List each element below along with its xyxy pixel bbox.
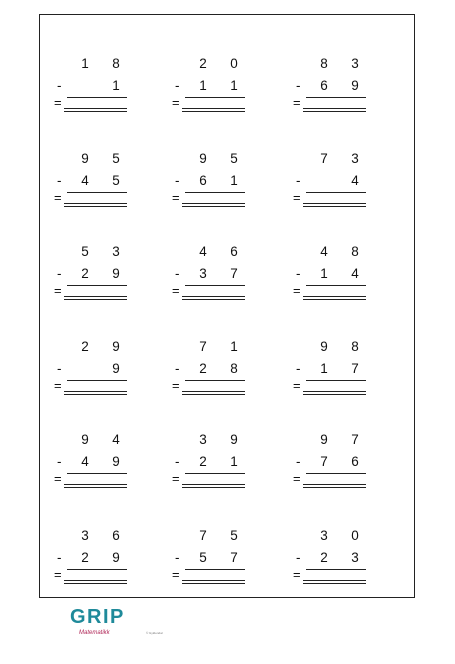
minus-sign: - bbox=[296, 361, 301, 376]
minuend-tens: 9 bbox=[199, 151, 207, 166]
subtraction-line bbox=[306, 285, 366, 286]
problem-12 bbox=[293, 339, 376, 407]
problem-14 bbox=[172, 432, 255, 500]
minus-sign: - bbox=[175, 78, 180, 93]
equals-sign: = bbox=[293, 95, 301, 110]
minuend-tens: 5 bbox=[81, 244, 89, 259]
subtrahend-tens: 5 bbox=[199, 550, 207, 565]
subtrahend-ones: 9 bbox=[112, 266, 120, 281]
answer-line[interactable] bbox=[182, 484, 245, 488]
subtrahend-tens: 2 bbox=[199, 361, 207, 376]
minuend-tens: 9 bbox=[320, 339, 328, 354]
equals-sign: = bbox=[293, 283, 301, 298]
equals-sign: = bbox=[172, 283, 180, 298]
subtrahend-ones: 1 bbox=[230, 78, 238, 93]
problem-9 bbox=[293, 244, 376, 312]
logo-wordmark: GRIP bbox=[70, 606, 125, 628]
answer-line[interactable] bbox=[182, 203, 245, 207]
logo-subtitle: Matematikk bbox=[79, 630, 110, 636]
minuend-ones: 8 bbox=[351, 339, 359, 354]
problem-11 bbox=[172, 339, 255, 407]
equals-sign: = bbox=[172, 190, 180, 205]
minus-sign: - bbox=[57, 78, 62, 93]
minus-sign: - bbox=[175, 454, 180, 469]
answer-line[interactable] bbox=[182, 296, 245, 300]
answer-line[interactable] bbox=[182, 580, 245, 584]
equals-sign: = bbox=[54, 378, 62, 393]
minus-sign: - bbox=[57, 173, 62, 188]
problem-15 bbox=[293, 432, 376, 500]
minuend-tens: 2 bbox=[199, 56, 207, 71]
publisher-small-print: © Gyldendal bbox=[146, 631, 163, 635]
answer-line[interactable] bbox=[303, 484, 366, 488]
subtraction-line bbox=[306, 380, 366, 381]
minuend-tens: 3 bbox=[320, 528, 328, 543]
subtraction-line bbox=[67, 380, 127, 381]
subtrahend-ones: 4 bbox=[351, 266, 359, 281]
answer-line[interactable] bbox=[303, 296, 366, 300]
subtrahend-ones: 9 bbox=[112, 454, 120, 469]
minus-sign: - bbox=[296, 550, 301, 565]
minus-sign: - bbox=[296, 266, 301, 281]
problem-2 bbox=[172, 56, 255, 124]
subtraction-line bbox=[67, 285, 127, 286]
subtraction-line bbox=[67, 192, 127, 193]
subtraction-line bbox=[67, 569, 127, 570]
equals-sign: = bbox=[293, 190, 301, 205]
problem-5 bbox=[172, 151, 255, 219]
subtraction-line bbox=[306, 569, 366, 570]
subtrahend-tens: 3 bbox=[199, 266, 207, 281]
minuend-tens: 3 bbox=[199, 432, 207, 447]
problem-1 bbox=[54, 56, 137, 124]
minuend-tens: 8 bbox=[320, 56, 328, 71]
subtraction-line bbox=[185, 192, 245, 193]
subtrahend-ones: 7 bbox=[351, 361, 359, 376]
problem-13 bbox=[54, 432, 137, 500]
equals-sign: = bbox=[54, 283, 62, 298]
minuend-ones: 3 bbox=[112, 244, 120, 259]
equals-sign: = bbox=[172, 471, 180, 486]
problem-17 bbox=[172, 528, 255, 596]
subtrahend-tens: 2 bbox=[81, 550, 89, 565]
minuend-ones: 3 bbox=[351, 151, 359, 166]
equals-sign: = bbox=[54, 95, 62, 110]
minuend-tens: 4 bbox=[199, 244, 207, 259]
subtrahend-ones: 5 bbox=[112, 173, 120, 188]
equals-sign: = bbox=[172, 95, 180, 110]
minus-sign: - bbox=[175, 361, 180, 376]
subtrahend-ones: 6 bbox=[351, 454, 359, 469]
subtraction-line bbox=[306, 97, 366, 98]
answer-line[interactable] bbox=[64, 484, 127, 488]
minuend-ones: 6 bbox=[230, 244, 238, 259]
equals-sign: = bbox=[172, 567, 180, 582]
subtraction-line bbox=[185, 285, 245, 286]
equals-sign: = bbox=[293, 378, 301, 393]
grip-logo bbox=[70, 606, 140, 646]
minus-sign: - bbox=[296, 173, 301, 188]
answer-line[interactable] bbox=[182, 108, 245, 112]
minuend-ones: 7 bbox=[351, 432, 359, 447]
problem-4 bbox=[54, 151, 137, 219]
minuend-ones: 0 bbox=[351, 528, 359, 543]
minuend-ones: 5 bbox=[112, 151, 120, 166]
subtrahend-tens: 4 bbox=[81, 173, 89, 188]
subtrahend-tens: 2 bbox=[199, 454, 207, 469]
subtrahend-tens: 2 bbox=[81, 266, 89, 281]
minuend-tens: 4 bbox=[320, 244, 328, 259]
minuend-tens: 3 bbox=[81, 528, 89, 543]
subtrahend-ones: 1 bbox=[230, 173, 238, 188]
minuend-ones: 8 bbox=[351, 244, 359, 259]
subtraction-line bbox=[306, 473, 366, 474]
subtrahend-tens: 1 bbox=[199, 78, 207, 93]
answer-line[interactable] bbox=[303, 108, 366, 112]
equals-sign: = bbox=[293, 471, 301, 486]
minuend-tens: 7 bbox=[199, 339, 207, 354]
minuend-tens: 7 bbox=[199, 528, 207, 543]
subtraction-line bbox=[185, 380, 245, 381]
answer-line[interactable] bbox=[64, 203, 127, 207]
subtrahend-ones: 8 bbox=[230, 361, 238, 376]
minus-sign: - bbox=[175, 550, 180, 565]
minus-sign: - bbox=[57, 361, 62, 376]
answer-line[interactable] bbox=[182, 391, 245, 395]
minuend-tens: 9 bbox=[320, 432, 328, 447]
answer-line[interactable] bbox=[64, 580, 127, 584]
subtrahend-ones: 3 bbox=[351, 550, 359, 565]
subtrahend-tens: 1 bbox=[320, 266, 328, 281]
minuend-ones: 9 bbox=[230, 432, 238, 447]
answer-line[interactable] bbox=[64, 108, 127, 112]
subtrahend-ones: 9 bbox=[351, 78, 359, 93]
subtrahend-tens: 1 bbox=[320, 361, 328, 376]
minus-sign: - bbox=[57, 454, 62, 469]
minuend-ones: 1 bbox=[230, 339, 238, 354]
subtrahend-tens: 4 bbox=[81, 454, 89, 469]
answer-line[interactable] bbox=[64, 296, 127, 300]
subtraction-line bbox=[67, 473, 127, 474]
subtrahend-ones: 1 bbox=[230, 454, 238, 469]
problem-10 bbox=[54, 339, 137, 407]
equals-sign: = bbox=[54, 190, 62, 205]
minus-sign: - bbox=[175, 173, 180, 188]
problem-16 bbox=[54, 528, 137, 596]
minuend-ones: 0 bbox=[230, 56, 238, 71]
minus-sign: - bbox=[57, 550, 62, 565]
subtrahend-ones: 9 bbox=[112, 361, 120, 376]
minus-sign: - bbox=[296, 454, 301, 469]
minuend-tens: 7 bbox=[320, 151, 328, 166]
minuend-tens: 9 bbox=[81, 432, 89, 447]
problem-18 bbox=[293, 528, 376, 596]
subtrahend-ones: 9 bbox=[112, 550, 120, 565]
subtrahend-ones: 1 bbox=[112, 78, 120, 93]
minuend-tens: 1 bbox=[81, 56, 89, 71]
subtraction-line bbox=[306, 192, 366, 193]
minuend-tens: 9 bbox=[81, 151, 89, 166]
minus-sign: - bbox=[57, 266, 62, 281]
minuend-ones: 5 bbox=[230, 151, 238, 166]
answer-line[interactable] bbox=[303, 580, 366, 584]
subtrahend-tens: 6 bbox=[320, 78, 328, 93]
subtrahend-ones: 7 bbox=[230, 266, 238, 281]
minuend-ones: 3 bbox=[351, 56, 359, 71]
minuend-tens: 2 bbox=[81, 339, 89, 354]
subtraction-line bbox=[185, 97, 245, 98]
minus-sign: - bbox=[296, 78, 301, 93]
subtraction-line bbox=[185, 569, 245, 570]
equals-sign: = bbox=[293, 567, 301, 582]
problem-3 bbox=[293, 56, 376, 124]
answer-line[interactable] bbox=[64, 391, 127, 395]
problem-7 bbox=[54, 244, 137, 312]
minuend-ones: 5 bbox=[230, 528, 238, 543]
subtraction-line bbox=[185, 473, 245, 474]
subtrahend-ones: 7 bbox=[230, 550, 238, 565]
subtrahend-tens: 2 bbox=[320, 550, 328, 565]
equals-sign: = bbox=[54, 567, 62, 582]
minuend-ones: 9 bbox=[112, 339, 120, 354]
problem-6 bbox=[293, 151, 376, 219]
problem-grid bbox=[39, 14, 415, 598]
minus-sign: - bbox=[175, 266, 180, 281]
subtrahend-tens: 6 bbox=[199, 173, 207, 188]
answer-line[interactable] bbox=[303, 391, 366, 395]
minuend-ones: 6 bbox=[112, 528, 120, 543]
subtraction-line bbox=[67, 97, 127, 98]
equals-sign: = bbox=[172, 378, 180, 393]
subtrahend-ones: 4 bbox=[351, 173, 359, 188]
equals-sign: = bbox=[54, 471, 62, 486]
problem-8 bbox=[172, 244, 255, 312]
minuend-ones: 4 bbox=[112, 432, 120, 447]
answer-line[interactable] bbox=[303, 203, 366, 207]
subtrahend-tens: 7 bbox=[320, 454, 328, 469]
minuend-ones: 8 bbox=[112, 56, 120, 71]
